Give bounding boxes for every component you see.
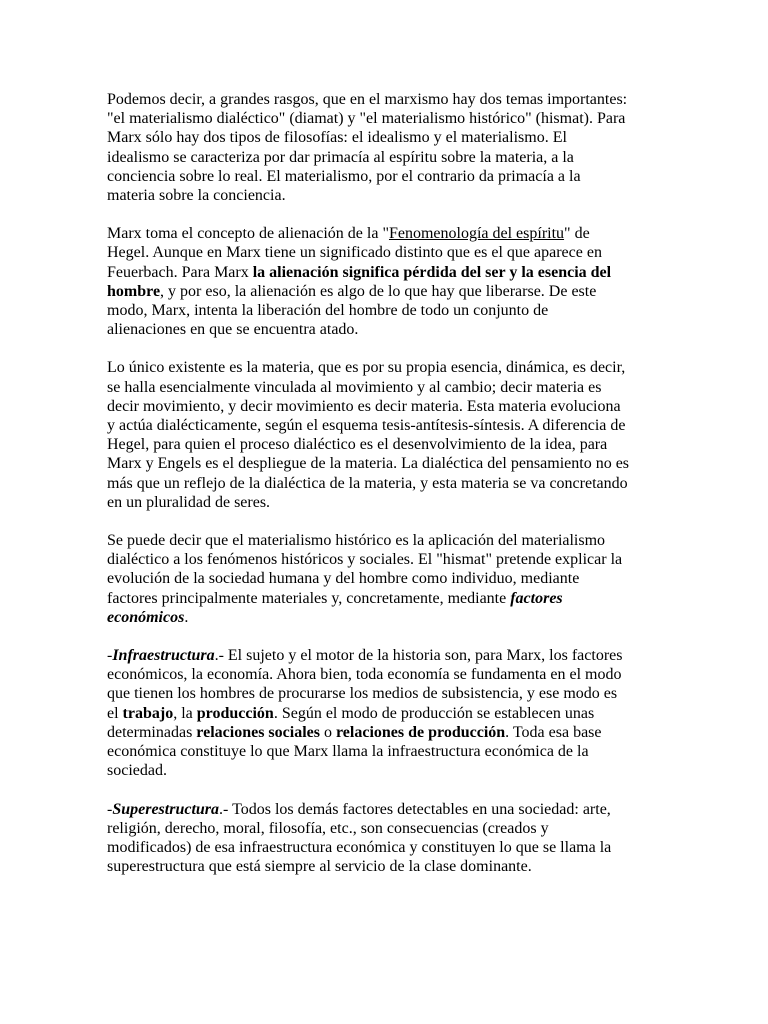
text-run: y actúa dialécticamente, según el esquema tesis-antítesis-síntesis. A diferencia de: [107, 417, 626, 435]
text-run: idealismo se caracteriza por dar primacía al espíritu sobre la materia, a la: [107, 148, 574, 166]
text-line: [107, 320, 667, 339]
bold-text: la alienación significa pérdida del ser y la esencia del: [252, 263, 612, 281]
text-run: el: [107, 704, 123, 722]
paragraph: [107, 224, 667, 339]
text-line: [107, 148, 667, 167]
text-run: . Toda esa base: [505, 723, 602, 741]
text-line: [107, 243, 667, 262]
text-run: sociedad.: [107, 762, 167, 780]
text-run: decir movimiento, y decir movimiento es decir materia. Esta materia evoluciona: [107, 397, 621, 415]
text-run: más que un reflejo de la dialéctica de la materia, y esta materia se va concretando: [107, 474, 628, 492]
text-run: , la: [173, 704, 197, 722]
text-run: Hegel. Aunque en Marx tiene un significado distinto que es el que aparece en: [107, 244, 602, 262]
bold-italic-text: Infraestructura: [112, 647, 215, 665]
text-run: económicos, la economía. Ahora bien, toda economía se fundamenta en el modo: [107, 666, 622, 684]
text-line: [107, 109, 667, 128]
bold-text: relaciones sociales: [196, 723, 320, 741]
paragraph: [107, 90, 667, 205]
text-run: .: [184, 608, 189, 626]
text-line: [107, 358, 667, 377]
text-line: [107, 263, 667, 282]
text-run: .- Todos los demás factores detectables en una sociedad: arte,: [219, 800, 611, 818]
text-line: [107, 800, 667, 819]
text-run: económica constituye lo que Marx llama la infraestructura económica de la: [107, 743, 589, 761]
paragraph: [107, 646, 667, 780]
text-line: [107, 167, 667, 186]
text-line: [107, 819, 667, 838]
bold-text: relaciones de producción: [335, 723, 506, 741]
text-line: [107, 550, 667, 569]
text-run: Hegel, para quien el proceso dialéctico es el desenvolvimiento de la idea, para: [107, 436, 608, 454]
text-run: materia sobre la conciencia.: [107, 187, 286, 205]
text-run: determinadas: [107, 723, 197, 741]
text-line: [107, 857, 667, 876]
text-run: Podemos decir, a grandes rasgos, que en el marxismo hay dos temas importantes:: [107, 91, 628, 108]
text-run: "el materialismo dialéctico" (diamat) y "el materialismo histórico" (hismat). Para: [107, 110, 626, 128]
text-run: " de: [564, 225, 590, 243]
text-line: [107, 646, 667, 665]
bold-italic-text: Superestructura: [112, 800, 220, 818]
text-line: [107, 665, 667, 684]
text-run: o: [319, 723, 336, 741]
text-line: [107, 684, 667, 703]
text-run: , y por eso, la alienación es algo de lo que hay que liberarse. De este: [160, 282, 597, 300]
text-line: [107, 454, 667, 473]
text-run: dialéctico a los fenómenos históricos y sociales. El "hismat" pretende explicar la: [107, 551, 623, 569]
text-line: [107, 838, 667, 857]
text-line: [107, 493, 667, 512]
text-run: Marx sólo hay dos tipos de filosofías: el idealismo y el materialismo. El: [107, 129, 567, 147]
text-line: [107, 761, 667, 780]
text-line: [107, 90, 667, 109]
text-line: [107, 378, 667, 397]
text-run: alienaciones en que se encuentra atado.: [107, 321, 359, 339]
text-line: [107, 608, 667, 627]
text-line: [107, 704, 667, 723]
paragraph: [107, 800, 667, 877]
text-line: [107, 397, 667, 416]
text-run: Se puede decir que el materialismo histórico es la aplicación del materialismo: [107, 532, 606, 550]
text-line: [107, 435, 667, 454]
text-line: [107, 531, 667, 550]
text-run: -: [107, 647, 113, 665]
document-body: [107, 90, 667, 895]
text-run: -: [107, 800, 113, 818]
text-run: conciencia sobre lo real. El materialismo, por el contrario da primacía a la: [107, 167, 581, 185]
text-run: .- El sujeto y el motor de la historia son, para Marx, los factores: [214, 647, 623, 665]
text-line: [107, 186, 667, 205]
paragraph: [107, 358, 667, 512]
text-line: [107, 282, 667, 301]
text-line: [107, 569, 667, 588]
text-run: . Según el modo de producción se establecen unas: [273, 704, 595, 722]
text-run: que tienen los hombres de procurarse los medios de subsistencia, y ese modo es: [107, 685, 618, 703]
bold-italic-text: económicos: [107, 608, 185, 626]
bold-text: hombre: [107, 282, 161, 300]
text-run: factores principalmente materiales y, concretamente, mediante: [107, 589, 511, 607]
text-line: [107, 301, 667, 320]
text-run: Marx toma el concepto de alienación de la ": [107, 225, 389, 243]
bold-text: trabajo: [122, 704, 174, 722]
text-run: Lo único existente es la materia, que es por su propia esencia, dinámica, es decir,: [107, 359, 626, 377]
text-run: se halla esencialmente vinculada al movimiento y al cambio; decir materia es: [107, 378, 602, 396]
text-line: [107, 128, 667, 147]
text-run: modificados) de esa infraestructura económica y constituyen lo que se llama la: [107, 838, 612, 856]
link-fenomenologia[interactable]: Fenomenología del espíritu: [388, 225, 565, 243]
text-line: [107, 589, 667, 608]
text-run: religión, derecho, moral, filosofía, etc., son consecuencias (creados y: [107, 819, 549, 837]
text-run: modo, Marx, intenta la liberación del hombre de todo un conjunto de: [107, 302, 549, 320]
text-line: [107, 474, 667, 493]
text-line: [107, 742, 667, 761]
text-run: Feuerbach. Para Marx: [107, 263, 253, 281]
paragraph: [107, 531, 667, 627]
text-line: [107, 416, 667, 435]
text-line: [107, 723, 667, 742]
text-run: en un pluralidad de seres.: [107, 493, 271, 511]
text-run: superestructura que está siempre al servicio de la clase dominante.: [107, 858, 532, 876]
text-run: Marx y Engels es el despliegue de la materia. La dialéctica del pensamiento no es: [107, 455, 630, 473]
bold-text: producción: [196, 704, 274, 722]
text-line: [107, 224, 667, 243]
bold-italic-text: factores: [510, 589, 563, 607]
text-run: evolución de la sociedad humana y del hombre como individuo, mediante: [107, 570, 580, 588]
